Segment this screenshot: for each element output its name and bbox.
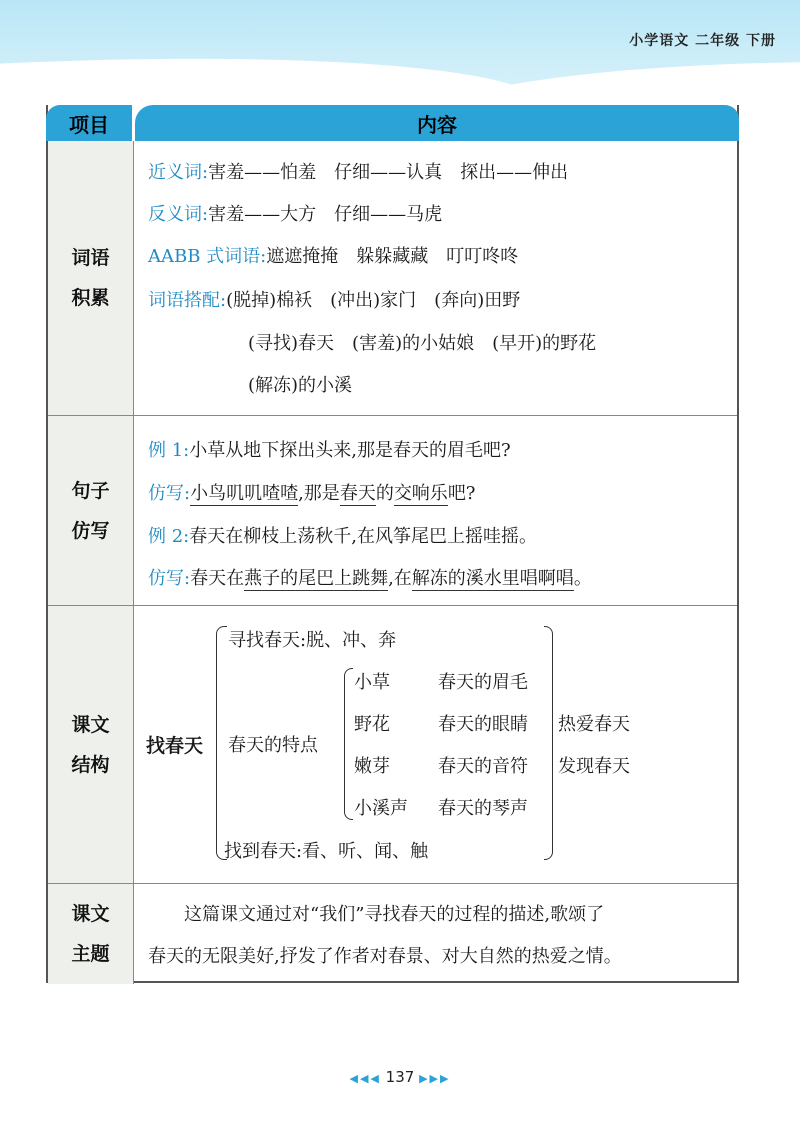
imitation-text: 春天在 [190,568,245,589]
imitation-blank: 解冻的溪水里唱啊唱 [411,568,574,589]
theme-label [48,884,134,984]
label-text: 积累 [71,287,110,309]
example-tag: 例 1: [148,440,190,461]
imitation-tag: 仿写: [148,568,191,589]
sentence-row [48,415,737,606]
example-tag: 例 2: [148,526,190,547]
page-number: 137 [385,1068,415,1086]
features-brace [344,668,353,820]
example-1 [148,436,511,462]
book-label: 小学语文 二年级 下册 [629,33,776,49]
aabb-tag: AABB 式词语: [148,246,267,267]
imitation-text: ,那是 [298,483,340,504]
feature-meaning: 春天的眉毛 [438,672,528,693]
aabb-text: 遮遮掩掩 躲躲藏藏 叮叮咚咚 [266,246,519,267]
main-brace [216,626,227,860]
structure-label [48,606,134,884]
theme-line: 这篇课文通过对“我们”寻找春天的过程的描述,歌颂了 [184,904,605,925]
example-text: 春天在柳枝上荡秋千,在风筝尾巴上摇哇摇。 [189,526,537,547]
label-text: 课文 [71,903,110,925]
label-text: 词语 [71,247,110,269]
header-content: 内容 [135,105,739,141]
result-text: 发现春天 [558,756,630,777]
synonym-line [148,158,568,184]
label-text: 课文 [71,714,110,736]
collocation-tag: 词语搭配: [148,290,227,311]
feature-meaning: 春天的音符 [438,756,528,777]
structure-diagram [136,606,737,884]
label-text: 结构 [71,754,110,776]
header-band [0,0,800,88]
feature-item: 嫩芽 [354,756,390,777]
summary-table [46,105,739,983]
collocation-line: (解冻)的小溪 [248,375,353,396]
feature-meaning: 春天的琴声 [438,798,528,819]
imitation-blank: 燕子的尾巴上跳舞 [244,568,389,589]
vocab-row [48,141,737,415]
imitation-text: 。 [573,568,592,589]
feature-item: 野花 [354,714,390,735]
collocation-line [148,286,520,312]
label-text: 仿写 [71,520,110,542]
label-text: 主题 [71,943,110,965]
antonym-text: 害羞——大方 仔细——马虎 [208,204,443,225]
imitation-blank: 小鸟叽叽喳喳 [190,483,299,504]
header-item: 项目 [46,105,132,141]
collocation-text: (脱掉)棉袄 (冲出)家门 (奔向)田野 [226,290,521,311]
synonym-tag: 近义词: [148,162,209,183]
theme-line: 春天的无限美好,抒发了作者对春景、对大自然的热爱之情。 [148,946,622,967]
example-2 [148,522,537,548]
imitation-text: 的 [375,483,394,504]
header-wave [0,35,541,88]
sentence-label [48,416,134,606]
structure-row [48,605,737,884]
result-brace [544,626,553,860]
result-text: 热爱春天 [558,714,630,735]
imitation-text: ,在 [388,568,412,589]
branch-found: 找到春天:看、听、闻、触 [224,841,429,862]
imitation-blank: 交响乐 [393,483,448,504]
imitation-1 [148,479,475,505]
structure-root: 找春天 [146,735,204,757]
feature-item: 小溪声 [354,798,408,819]
page-footer [0,1068,800,1086]
arrows-right-icon: ▶▶▶ [419,1072,451,1085]
theme-row [48,883,737,984]
imitation-blank: 春天 [339,483,376,504]
imitation-2 [148,564,592,590]
feature-meaning: 春天的眼睛 [438,714,528,735]
example-text: 小草从地下探出头来,那是春天的眉毛吧? [189,440,511,461]
feature-item: 小草 [354,672,390,693]
collocation-line: (寻找)春天 (害羞)的小姑娘 (早开)的野花 [248,333,597,354]
antonym-line [148,200,442,226]
imitation-text: 吧? [447,483,476,504]
imitation-tag: 仿写: [148,483,191,504]
label-text: 句子 [71,480,110,502]
aabb-line [148,242,518,268]
branch-features: 春天的特点 [228,735,318,756]
table-header [46,105,739,141]
arrows-left-icon: ◀◀◀ [349,1072,381,1085]
synonym-text: 害羞——怕羞 仔细——认真 探出——伸出 [208,162,569,183]
branch-find: 寻找春天:脱、冲、奔 [228,630,397,651]
vocab-label [48,141,134,415]
antonym-tag: 反义词: [148,204,209,225]
